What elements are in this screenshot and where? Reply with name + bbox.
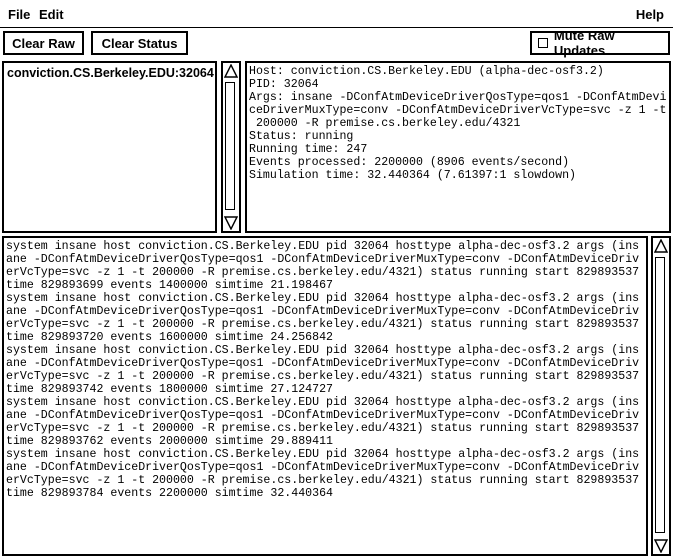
raw-log-line: system insane host conviction.CS.Berkeley.EDU pid 32064 hosttype alpha-dec-osf3.2 args (ins <box>6 292 640 305</box>
status-line: 200000 -R premise.cs.berkeley.edu/4321 <box>249 117 521 130</box>
raw-log-line: ane -DConfAtmDeviceDriverQosType=qos1 -DConfAtmDeviceDriverMuxType=conv -DConfAtmDeviceDriv <box>6 253 640 266</box>
mute-raw-updates-toggle[interactable] <box>530 28 670 58</box>
status-line: ceDriverMuxType=conv -DConfAtmDeviceDriverVcType=svc -z 1 -t <box>249 104 667 117</box>
status-line: Simulation time: 32.440364 (7.61397:1 slowdown) <box>249 169 576 182</box>
raw-log-line: erVcType=svc -z 1 -t 200000 -R premise.cs.berkeley.edu/4321) status running start 829893537 <box>6 266 640 279</box>
raw-log-line: erVcType=svc -z 1 -t 200000 -R premise.cs.berkeley.edu/4321) status running start 829893537 <box>6 370 640 383</box>
mute-raw-updates-label: Mute Raw Updates <box>553 28 615 58</box>
menu-file[interactable]: File <box>8 7 31 22</box>
raw-log-scrollbar[interactable] <box>651 236 671 556</box>
clear-status-button[interactable]: Clear Status <box>91 31 188 55</box>
raw-log-line: system insane host conviction.CS.Berkeley.EDU pid 32064 hosttype alpha-dec-osf3.2 args (ins <box>6 396 640 409</box>
status-line: Args: insane -DConfAtmDeviceDriverQosType=qos1 -DConfAtmDevi <box>249 91 667 104</box>
raw-log-panel <box>2 236 648 556</box>
raw-log-line: time 829893762 events 2000000 simtime 29.889411 <box>6 435 333 448</box>
clear-raw-button[interactable]: Clear Raw <box>3 31 84 55</box>
host-list-scrollbar[interactable] <box>221 61 241 233</box>
raw-log-line: ane -DConfAtmDeviceDriverQosType=qos1 -DConfAtmDeviceDriverMuxType=conv -DConfAtmDeviceDriv <box>6 461 640 474</box>
down-arrow-icon[interactable] <box>224 216 238 230</box>
host-list-item[interactable]: conviction.CS.Berkeley.EDU:32064 <box>7 66 214 80</box>
raw-log-line: ane -DConfAtmDeviceDriverQosType=qos1 -DConfAtmDeviceDriverMuxType=conv -DConfAtmDeviceDriv <box>6 305 640 318</box>
menu-bar <box>0 0 673 28</box>
menu-help[interactable]: Help <box>635 7 664 22</box>
raw-log-line: ane -DConfAtmDeviceDriverQosType=qos1 -DConfAtmDeviceDriverMuxType=conv -DConfAtmDeviceDriv <box>6 357 640 370</box>
scroll-thumb[interactable] <box>655 257 665 533</box>
raw-log-line: erVcType=svc -z 1 -t 200000 -R premise.cs.berkeley.edu/4321) status running start 829893537 <box>6 474 640 487</box>
status-line: Status: running <box>249 130 354 143</box>
down-arrow-icon[interactable] <box>654 539 668 553</box>
raw-log-line: system insane host conviction.CS.Berkeley.EDU pid 32064 hosttype alpha-dec-osf3.2 args (ins <box>6 240 640 253</box>
raw-log-line: system insane host conviction.CS.Berkeley.EDU pid 32064 hosttype alpha-dec-osf3.2 args (ins <box>6 344 640 357</box>
up-arrow-icon[interactable] <box>654 239 668 253</box>
raw-log-line: time 829893720 events 1600000 simtime 24.256842 <box>6 331 333 344</box>
raw-log-line: time 829893742 events 1800000 simtime 27.124727 <box>6 383 333 396</box>
status-line: Events processed: 2200000 (8906 events/second) <box>249 156 570 169</box>
raw-log-line: erVcType=svc -z 1 -t 200000 -R premise.cs.berkeley.edu/4321) status running start 829893537 <box>6 422 640 435</box>
status-line: Running time: 247 <box>249 143 368 156</box>
menu-edit[interactable]: Edit <box>39 7 64 22</box>
raw-log-line: time 829893699 events 1400000 simtime 21.198467 <box>6 279 333 292</box>
raw-log-line: erVcType=svc -z 1 -t 200000 -R premise.cs.berkeley.edu/4321) status running start 829893537 <box>6 318 640 331</box>
status-line: PID: 32064 <box>249 78 319 91</box>
up-arrow-icon[interactable] <box>224 64 238 78</box>
checkbox-icon[interactable] <box>538 38 548 48</box>
scroll-thumb[interactable] <box>225 82 235 210</box>
status-panel <box>245 61 671 233</box>
raw-log-line: system insane host conviction.CS.Berkeley.EDU pid 32064 hosttype alpha-dec-osf3.2 args (ins <box>6 448 640 461</box>
host-list[interactable] <box>2 61 217 233</box>
raw-log-line: ane -DConfAtmDeviceDriverQosType=qos1 -DConfAtmDeviceDriverMuxType=conv -DConfAtmDeviceDriv <box>6 409 640 422</box>
raw-log-line: time 829893784 events 2200000 simtime 32.440364 <box>6 487 333 500</box>
status-line: Host: conviction.CS.Berkeley.EDU (alpha-dec-osf3.2) <box>249 65 604 78</box>
